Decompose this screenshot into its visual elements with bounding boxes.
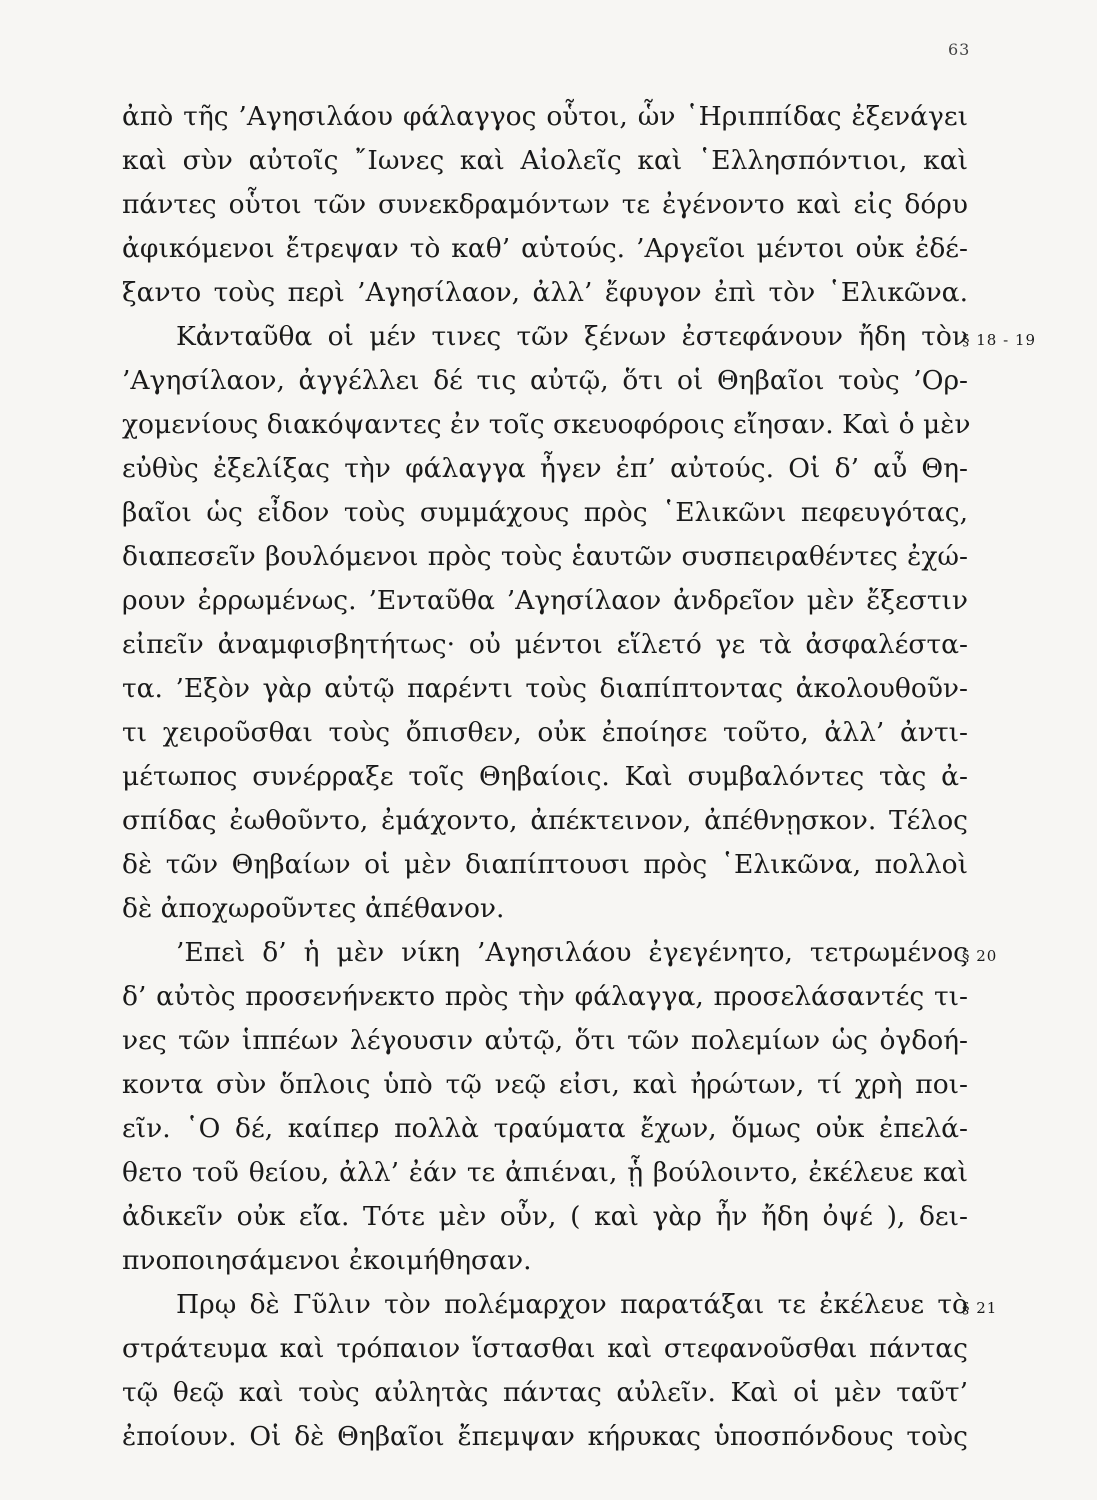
- text-line: ρουν ἐρρωμένως. ’Ενταῦθα ’Αγησίλαον ἀνδρεῖον μὲν ἔξεστιν: [122, 585, 968, 616]
- text-line: δὲ τῶν Θηβαίων οἱ μὲν διαπίπτουσι πρὸς ῾Ελικῶνα, πολλοὶ: [122, 849, 968, 880]
- text-line: σπίδας ἐωθοῦντο, ἐμάχοντο, ἀπέκτεινον, ἀπέθνῃσκον. Τέλος: [122, 805, 968, 836]
- text-line: Πρῳ δὲ Γῦλιν τὸν πολέμαρχον παρατάξαι τε ἐκέλευε τὸ: [176, 1289, 968, 1320]
- text-line: στράτευμα καὶ τρόπαιον ἵστασθαι καὶ στεφανοῦσθαι πάντας: [122, 1333, 968, 1364]
- section-marker: § 21: [962, 1299, 998, 1317]
- text-line: ’Αγησίλαον, ἀγγέλλει δέ τις αὐτῷ, ὅτι οἱ Θηβαῖοι τοὺς ’Ορ-: [122, 365, 968, 396]
- text-line: ἀφικόμενοι ἔτρεψαν τὸ καθ’ αὑτούς. ’Αργεῖοι μέντοι οὐκ ἐδέ-: [122, 233, 968, 264]
- text-line: ἐποίουν. Οἱ δὲ Θηβαῖοι ἔπεμψαν κήρυκας ὑποσπόνδους τοὺς: [122, 1421, 968, 1452]
- text-line: πάντες οὗτοι τῶν συνεκδραμόντων τε ἐγένοντο καὶ εἰς δόρυ: [122, 189, 968, 220]
- section-marker: § 18 - 19: [962, 331, 1037, 349]
- text-line: ἀπὸ τῆς ’Αγησιλάου φάλαγγος οὗτοι, ὧν ῾Ηριππίδας ἐξενάγει: [122, 101, 968, 132]
- text-line: χομενίους διακόψαντες ἐν τοῖς σκευοφόροις εἴησαν. Καὶ ὁ μὲν: [122, 409, 971, 440]
- section-marker: § 20: [962, 947, 998, 965]
- text-line: τῷ θεῷ καὶ τοὺς αὐλητὰς πάντας αὐλεῖν. Καὶ οἱ μὲν ταῦτ’: [122, 1377, 968, 1408]
- page-number: 63: [948, 40, 971, 59]
- text-line: Κἀνταῦθα οἱ μέν τινες τῶν ξένων ἐστεφάνουν ἤδη τὸν: [176, 321, 968, 352]
- text-line: εὐθὺς ἐξελίξας τὴν φάλαγγα ἦγεν ἐπ’ αὐτούς. Οἱ δ’ αὖ Θη-: [122, 453, 968, 484]
- text-line: ξαντο τοὺς περὶ ’Αγησίλαον, ἀλλ’ ἔφυγον ἐπὶ τὸν ῾Ελικῶνα.: [122, 277, 968, 308]
- text-line: νες τῶν ἱππέων λέγουσιν αὐτῷ, ὅτι τῶν πολεμίων ὡς ὀγδοή-: [122, 1025, 968, 1056]
- text-line: βαῖοι ὡς εἶδον τοὺς συμμάχους πρὸς ῾Ελικῶνι πεφευγότας,: [122, 497, 968, 528]
- text-line: θετο τοῦ θείου, ἀλλ’ ἐάν τε ἀπιέναι, ᾗ βούλοιντο, ἐκέλευε καὶ: [122, 1157, 968, 1188]
- text-line: δ’ αὐτὸς προσενήνεκτο πρὸς τὴν φάλαγγα, προσελάσαντές τι-: [122, 981, 968, 1012]
- text-line: εἰπεῖν ἀναμφισβητήτως· οὐ μέντοι εἵλετό γε τὰ ἀσφαλέστα-: [122, 629, 968, 660]
- text-line: ’Επεὶ δ’ ἡ μὲν νίκη ’Αγησιλάου ἐγεγένητο, τετρωμένος: [176, 937, 968, 968]
- text-line: δὲ ἀποχωροῦντες ἀπέθανον.: [122, 893, 505, 924]
- text-line: διαπεσεῖν βουλόμενοι πρὸς τοὺς ἑαυτῶν συσπειραθέντες ἐχώ-: [122, 541, 968, 572]
- text-line: τα. ’Εξὸν γὰρ αὐτῷ παρέντι τοὺς διαπίπτοντας ἀκολουθοῦν-: [122, 673, 968, 704]
- text-line: μέτωπος συνέρραξε τοῖς Θηβαίοις. Καὶ συμβαλόντες τὰς ἀ-: [122, 761, 968, 792]
- text-line: τι χειροῦσθαι τοὺς ὄπισθεν, οὐκ ἐποίησε τοῦτο, ἀλλ’ ἀντι-: [122, 717, 968, 748]
- text-line: κοντα σὺν ὅπλοις ὑπὸ τῷ νεῷ εἰσι, καὶ ἠρώτων, τί χρὴ ποι-: [122, 1069, 968, 1100]
- text-line: εῖν. ῾Ο δέ, καίπερ πολλὰ τραύματα ἔχων, ὅμως οὐκ ἐπελά-: [122, 1113, 968, 1144]
- text-line: ἀδικεῖν οὐκ εἴα. Τότε μὲν οὖν, ( καὶ γὰρ ἦν ἤδη ὀψέ ), δει-: [122, 1201, 968, 1232]
- text-line: καὶ σὺν αὐτοῖς ῎Ιωνες καὶ Αἰολεῖς καὶ ῾Ελλησπόντιοι, καὶ: [122, 145, 968, 176]
- text-line: πνοποιησάμενοι ἐκοιμήθησαν.: [122, 1245, 532, 1276]
